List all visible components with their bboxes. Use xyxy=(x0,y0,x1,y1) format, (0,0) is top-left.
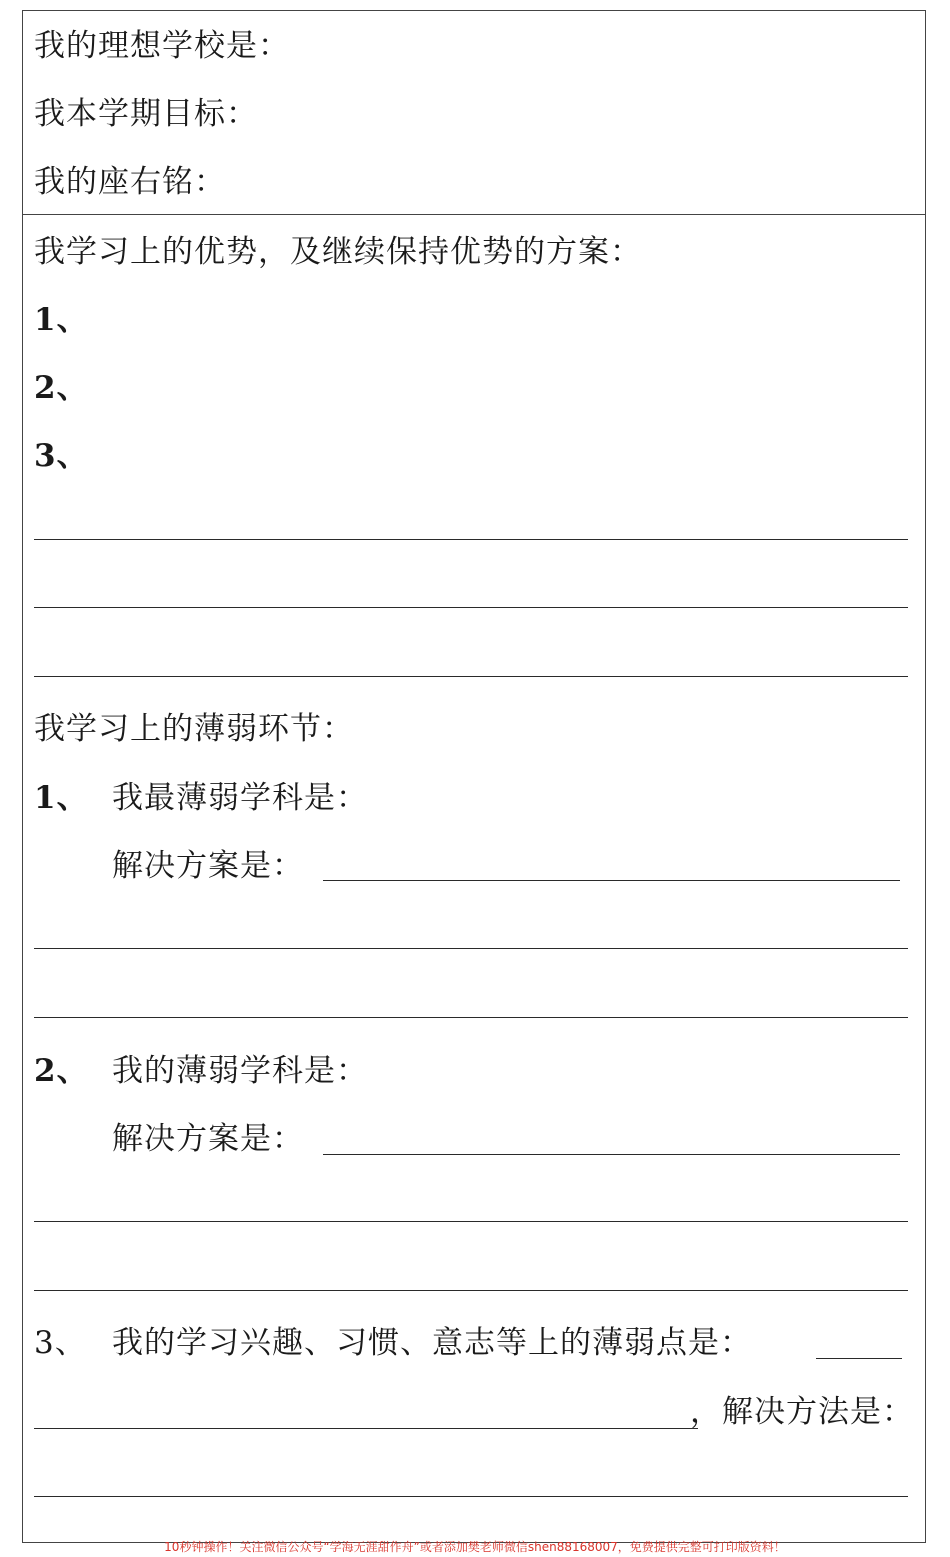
semester-goal-label: 我本学期目标： xyxy=(34,96,258,132)
writing-line[interactable] xyxy=(34,1290,908,1291)
weakness-2-solution-label: 解决方案是： xyxy=(112,1121,304,1157)
weakness-3-method-label: ，解决方法是： xyxy=(690,1394,914,1430)
writing-line[interactable] xyxy=(34,1221,908,1222)
writing-line[interactable] xyxy=(34,607,908,608)
weak-point-writing-line[interactable] xyxy=(816,1358,902,1359)
weaknesses-title: 我学习上的薄弱环节： xyxy=(34,711,354,747)
footer-promo-text: 10秒钟操作！关注微信公众号“学海无涯甜作舟”或者添加樊老师微信shen88168007，免费提供完整可打印版资料！ xyxy=(164,1540,786,1554)
solution-writing-line[interactable] xyxy=(323,880,900,881)
writing-line[interactable] xyxy=(34,1017,908,1018)
writing-line[interactable] xyxy=(34,1496,908,1497)
writing-line[interactable] xyxy=(34,1428,698,1429)
writing-line[interactable] xyxy=(34,948,908,949)
weakness-3-label: 我的学习兴趣、习惯、意志等上的薄弱点是： xyxy=(112,1325,752,1361)
strength-item-2: 2、 xyxy=(34,370,89,406)
weakness-1-solution-label: 解决方案是： xyxy=(112,848,304,884)
weakness-2-number: 2、 xyxy=(34,1053,89,1089)
motto-label: 我的座右铭： xyxy=(34,164,226,200)
ideal-school-label: 我的理想学校是： xyxy=(34,28,290,64)
strengths-title: 我学习上的优势，及继续保持优势的方案： xyxy=(34,234,642,270)
strength-item-1: 1、 xyxy=(34,302,89,338)
writing-line[interactable] xyxy=(34,676,908,677)
solution-writing-line[interactable] xyxy=(323,1154,900,1155)
weakness-1-number: 1、 xyxy=(34,780,89,816)
weakness-2-label: 我的薄弱学科是： xyxy=(112,1053,368,1089)
strength-item-3: 3、 xyxy=(34,438,89,474)
writing-line[interactable] xyxy=(34,539,908,540)
weakness-3-number: 3、 xyxy=(34,1325,87,1361)
section-divider xyxy=(22,214,926,215)
weakness-1-label: 我最薄弱学科是： xyxy=(112,780,368,816)
